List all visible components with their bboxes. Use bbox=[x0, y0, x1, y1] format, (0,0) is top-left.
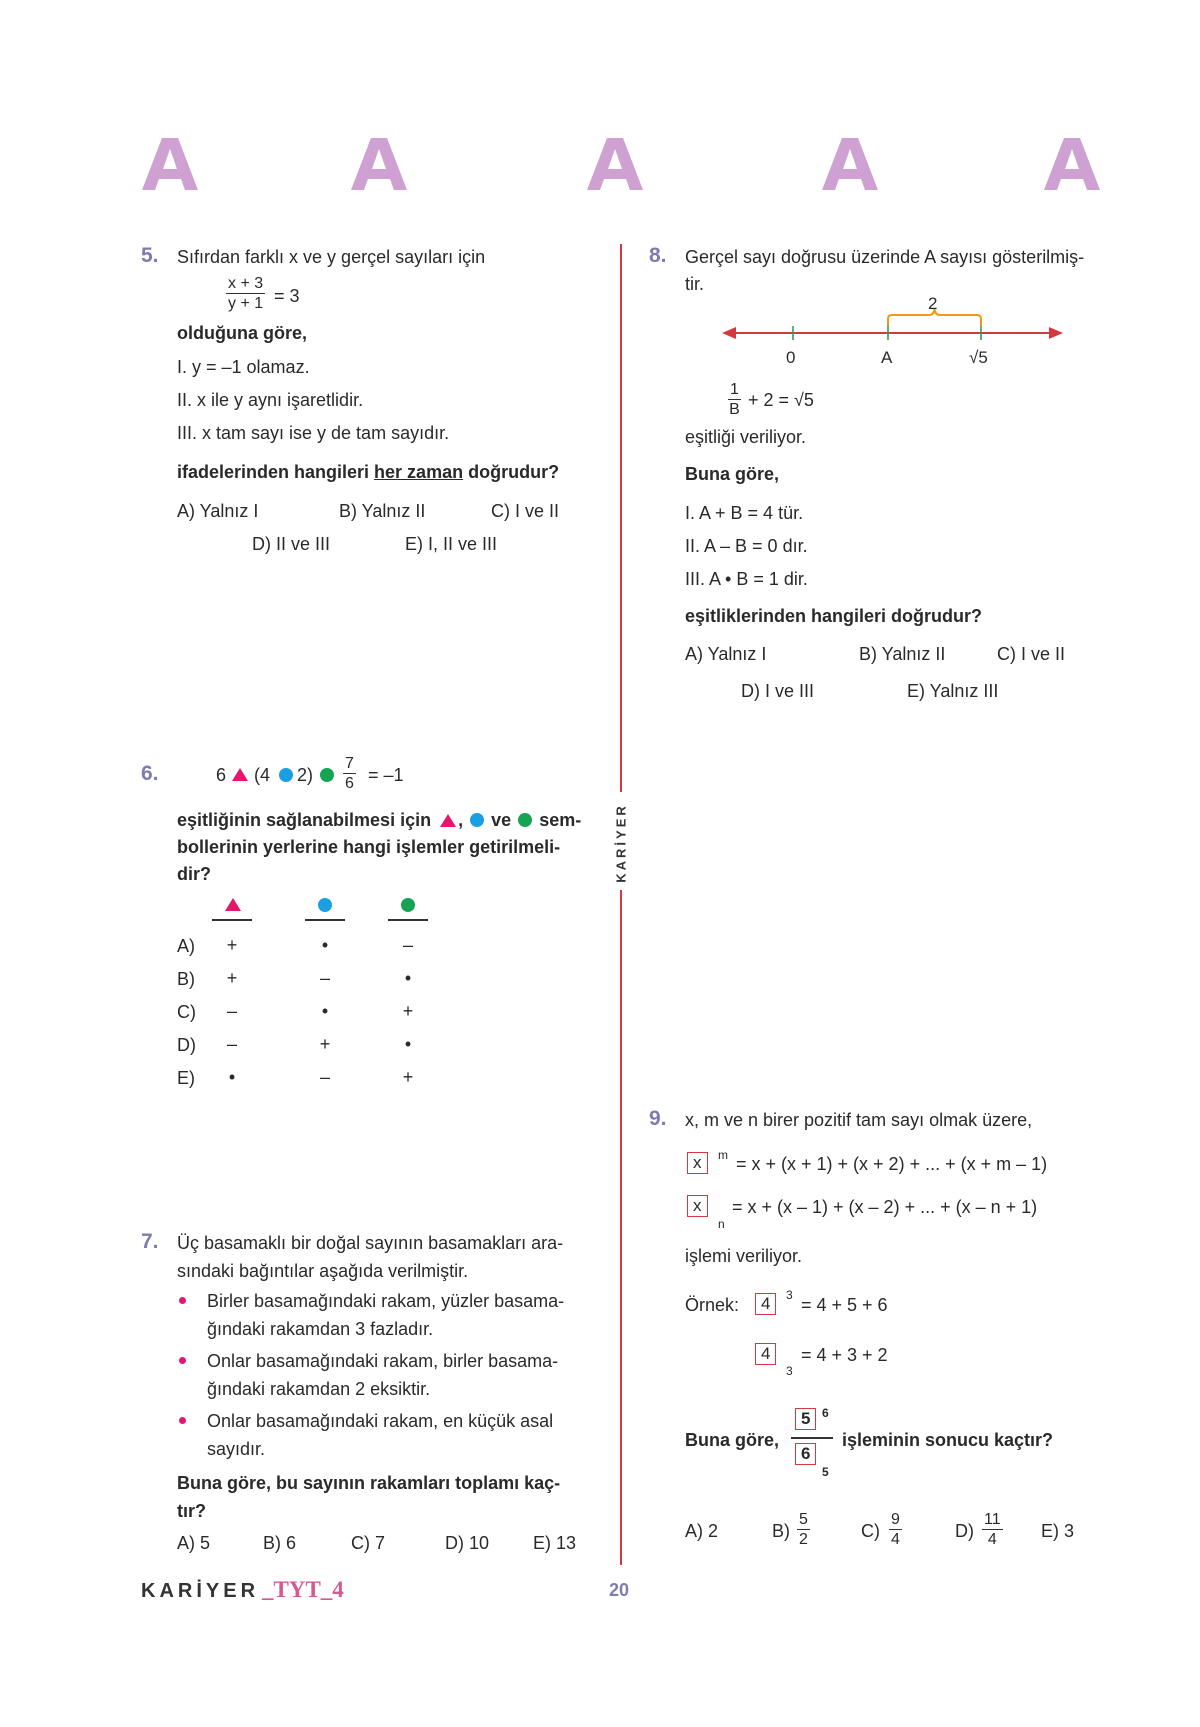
column-underline bbox=[305, 919, 345, 921]
subscript: n bbox=[718, 1217, 725, 1231]
fraction-bar bbox=[791, 1437, 833, 1439]
example-rest: = 4 + 5 + 6 bbox=[801, 1295, 888, 1315]
equation-term: (4 bbox=[254, 765, 271, 785]
question-number: 6. bbox=[141, 762, 159, 785]
watermark-letter-a bbox=[585, 136, 645, 192]
bullet-text: ğındaki rakamdan 2 eksiktir. bbox=[207, 1379, 431, 1399]
fraction: $\frac{1}{B}$ bbox=[729, 381, 740, 418]
column-divider bbox=[620, 244, 622, 792]
blue-operator: • bbox=[321, 1001, 329, 1021]
option-label: D) bbox=[955, 1521, 974, 1541]
statement-3: III. x tam sayı ise y de tam sayıdır. bbox=[177, 423, 450, 443]
question-prompt: eşitliklerinden hangileri doğrudur? bbox=[685, 606, 983, 626]
question-prompt: işleminin sonucu kaçtır? bbox=[842, 1430, 1054, 1450]
option-b[interactable]: B) 6 bbox=[263, 1533, 297, 1553]
blue-circle-symbol-icon bbox=[318, 898, 332, 912]
green-circle-symbol-icon bbox=[401, 898, 415, 912]
blue-operator: • bbox=[321, 935, 329, 955]
superscript: m bbox=[718, 1148, 728, 1162]
statement-1: I. y = –1 olamaz. bbox=[177, 357, 310, 377]
green-circle-symbol-icon bbox=[320, 768, 334, 782]
column-underline bbox=[388, 919, 428, 921]
question-prompt-line: eşitliğinin sağlanabilmesi için , ve sem- bbox=[177, 810, 582, 830]
fraction-numerator-box: 5 bbox=[795, 1408, 816, 1430]
triangle-symbol-icon bbox=[440, 814, 456, 827]
condition-text: olduğuna göre, bbox=[177, 323, 307, 343]
equation-term: 6 bbox=[216, 765, 227, 785]
bullet-text: ğındaki rakamdan 3 fazladır. bbox=[207, 1319, 434, 1339]
example-box: 4 bbox=[755, 1343, 776, 1365]
question-number: 8. bbox=[649, 244, 667, 267]
option-c[interactable]: C) I ve II bbox=[491, 501, 560, 521]
option-c[interactable]: C) 7 bbox=[351, 1533, 386, 1553]
bullet-icon bbox=[179, 1417, 186, 1424]
lead-text: Buna göre, bbox=[685, 464, 780, 484]
axis-label: 0 bbox=[786, 348, 796, 367]
column-divider bbox=[620, 890, 622, 1565]
question-number: 7. bbox=[141, 1230, 159, 1253]
statement-2: II. x ile y aynı işaretlidir. bbox=[177, 390, 364, 410]
equation-result: = 3 bbox=[274, 286, 300, 306]
green-operator: – bbox=[402, 935, 413, 955]
triangle-operator: + bbox=[226, 935, 238, 955]
example-box: 4 bbox=[755, 1293, 776, 1315]
left-arrow-icon bbox=[722, 327, 736, 339]
option-d[interactable]: D) 10 bbox=[445, 1533, 490, 1553]
bullet-text: Onlar basamağındaki rakam, en küçük asal bbox=[207, 1411, 554, 1431]
green-operator: • bbox=[404, 1034, 412, 1054]
option-a[interactable]: A) 5 bbox=[177, 1533, 211, 1553]
fraction: $\frac{5}{2}$ bbox=[799, 1511, 808, 1548]
definition-rest: = x + (x – 1) + (x – 2) + ... + (x – n + 1) bbox=[732, 1197, 1038, 1217]
question-intro: tir. bbox=[685, 274, 705, 294]
option-label: E) bbox=[177, 1068, 195, 1088]
bullet-icon bbox=[179, 1297, 186, 1304]
triangle-operator: – bbox=[226, 1034, 237, 1054]
statement-1: I. A + B = 4 tür. bbox=[685, 503, 804, 523]
example-label: Örnek: bbox=[685, 1295, 740, 1315]
option-label: D) bbox=[177, 1035, 196, 1055]
option-label: C) bbox=[861, 1521, 880, 1541]
blue-operator: – bbox=[319, 968, 330, 988]
bullet-text: Birler basamağındaki rakam, yüzler basama- bbox=[207, 1291, 565, 1311]
option-d[interactable]: D) I ve III bbox=[741, 681, 815, 701]
option-e[interactable]: E) 3 bbox=[1041, 1521, 1075, 1541]
question-intro: Sıfırdan farklı x ve y gerçel sayıları için bbox=[177, 247, 486, 267]
option-b[interactable]: B) Yalnız II bbox=[859, 644, 946, 664]
blue-circle-symbol-icon bbox=[279, 768, 293, 782]
equation-term: 2) bbox=[297, 765, 314, 785]
question-prompt: Buna göre, bu sayının rakamları toplamı kaç- bbox=[177, 1473, 561, 1493]
option-label: A) bbox=[177, 936, 195, 956]
question-intro: x, m ve n birer pozitif tam sayı olmak üzere, bbox=[685, 1110, 1033, 1130]
bullet-text: sayıdır. bbox=[207, 1439, 266, 1459]
option-e[interactable]: E) 13 bbox=[533, 1533, 577, 1553]
fraction: $\frac{9}{4}$ bbox=[891, 1511, 900, 1548]
watermark-letter-a bbox=[349, 136, 409, 192]
green-operator: + bbox=[402, 1067, 414, 1087]
question-number: 9. bbox=[649, 1107, 667, 1130]
equation-rest: + 2 = √5 bbox=[748, 390, 814, 410]
subscript: 5 bbox=[822, 1465, 829, 1479]
option-a[interactable]: A) Yalnız I bbox=[177, 501, 259, 521]
brace-label: 2 bbox=[928, 294, 938, 313]
column-underline bbox=[212, 919, 252, 921]
right-arrow-icon bbox=[1049, 327, 1063, 339]
given-text: işlemi veriliyor. bbox=[685, 1246, 803, 1266]
question-prompt-line: dir? bbox=[177, 864, 211, 884]
green-operator: + bbox=[402, 1001, 414, 1021]
option-a[interactable]: A) Yalnız I bbox=[685, 644, 767, 664]
fraction-denominator-box: 6 bbox=[795, 1443, 816, 1465]
footer-series: _TYT_4 bbox=[262, 1577, 344, 1602]
example-rest: = 4 + 3 + 2 bbox=[801, 1345, 888, 1365]
triangle-symbol-icon bbox=[225, 898, 241, 911]
superscript: 6 bbox=[822, 1406, 829, 1420]
blue-operator: + bbox=[319, 1034, 331, 1054]
definition-box: x bbox=[687, 1152, 708, 1174]
given-text: eşitliği veriliyor. bbox=[685, 427, 807, 447]
option-label: C) bbox=[177, 1002, 196, 1022]
triangle-operator: • bbox=[228, 1067, 236, 1087]
triangle-operator: + bbox=[226, 968, 238, 988]
question-intro: Üç basamaklı bir doğal sayının basamakları ara- bbox=[177, 1233, 564, 1253]
subscript: 3 bbox=[786, 1364, 793, 1378]
triangle-operator: – bbox=[226, 1001, 237, 1021]
question-number: 5. bbox=[141, 244, 159, 267]
option-b[interactable]: B) Yalnız II bbox=[339, 501, 426, 521]
watermark-letter-a bbox=[1042, 136, 1102, 192]
green-circle-symbol-icon bbox=[518, 813, 532, 827]
question-prompt: Buna göre, bbox=[685, 1430, 780, 1450]
option-c[interactable]: C) I ve II bbox=[997, 644, 1066, 664]
spine-label: KARİYER bbox=[613, 803, 629, 883]
question-prompt: ifadelerinden hangileri her zaman doğrudur? bbox=[177, 462, 560, 482]
question-prompt: tır? bbox=[177, 1501, 206, 1521]
option-e[interactable]: E) I, II ve III bbox=[405, 534, 498, 554]
definition-rest: = x + (x + 1) + (x + 2) + ... + (x + m – 1) bbox=[736, 1154, 1048, 1174]
bullet-text: Onlar basamağındaki rakam, birler basama- bbox=[207, 1351, 559, 1371]
axis-label: A bbox=[881, 348, 893, 367]
fraction: $\frac{11}{4}$ bbox=[984, 1511, 1001, 1548]
page-number: 20 bbox=[609, 1580, 630, 1600]
fraction: $\frac{x + 3}{y + 1}$ bbox=[228, 275, 264, 312]
option-e[interactable]: E) Yalnız III bbox=[907, 681, 999, 701]
number-line-figure bbox=[720, 305, 1065, 345]
fraction: $\frac{7}{6}$ bbox=[345, 755, 354, 792]
triangle-symbol-icon bbox=[232, 768, 248, 781]
watermark-letter-a bbox=[140, 136, 200, 192]
equation-result: = –1 bbox=[368, 765, 404, 785]
footer-brand: KARİYER bbox=[141, 1580, 260, 1602]
statement-2: II. A – B = 0 dır. bbox=[685, 536, 808, 556]
statement-3: III. A • B = 1 dir. bbox=[685, 569, 808, 589]
blue-circle-symbol-icon bbox=[470, 813, 484, 827]
option-d[interactable]: D) II ve III bbox=[252, 534, 331, 554]
question-intro: sındaki bağıntılar aşağıda verilmiştir. bbox=[177, 1261, 469, 1281]
option-a[interactable]: A) 2 bbox=[685, 1521, 719, 1541]
question-intro: Gerçel sayı doğrusu üzerinde A sayısı gösterilmiş- bbox=[685, 247, 1085, 267]
axis-label: √5 bbox=[969, 348, 988, 367]
superscript: 3 bbox=[786, 1288, 793, 1302]
option-label: B) bbox=[177, 969, 195, 989]
watermark-letter-a bbox=[820, 136, 880, 192]
bullet-icon bbox=[179, 1357, 186, 1364]
definition-box: x bbox=[687, 1195, 708, 1217]
blue-operator: – bbox=[319, 1067, 330, 1087]
option-label: B) bbox=[772, 1521, 790, 1541]
green-operator: • bbox=[404, 968, 412, 988]
question-prompt-line: bollerinin yerlerine hangi işlemler getirilmeli- bbox=[177, 837, 561, 857]
